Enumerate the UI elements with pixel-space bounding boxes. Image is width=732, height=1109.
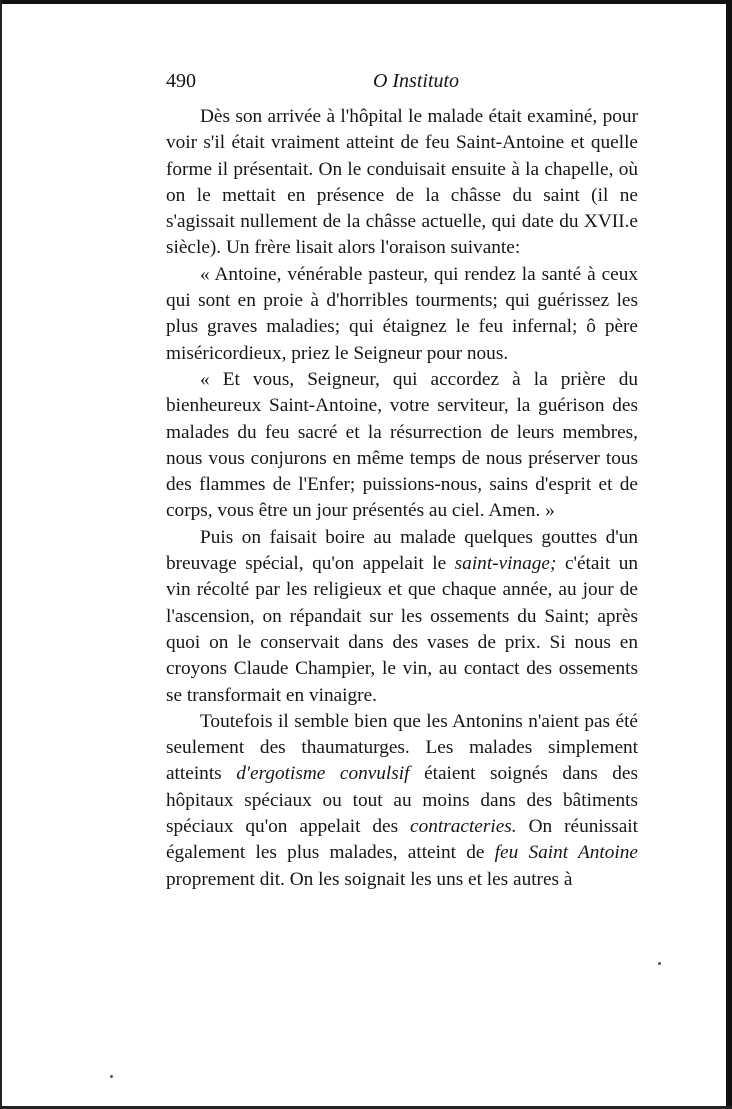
paragraph: [166, 262, 638, 367]
text-segment: Dès son arrivée à l'hôpital le malade était examiné, pour voir s'il était vraiment atteint de feu Saint-Antoine et quelle forme il présentait. On le conduisait ensuite à la chapelle, où on le mettait en présence de la châsse du saint (il ne s'agissait nullement de la châsse actuelle, qui date du XVII.e siècle). Un frère lisait alors l'oraison suivante:: [166, 106, 638, 259]
italic-term: saint-vinage;: [454, 553, 557, 575]
scan-border-left: [0, 0, 2, 1109]
scan-speck: [110, 1075, 113, 1078]
text-segment: Puis on faisait boire au malade quelques gouttes d'un breuvage spécial, qu'on appelait le: [166, 526, 638, 575]
body-text: [166, 104, 638, 893]
scan-speck: [658, 962, 661, 965]
book-page: [166, 70, 638, 893]
paragraph: [166, 104, 638, 262]
scan-border-top: [0, 0, 732, 4]
text-segment: On réunissait également les plus malades, atteint de: [166, 816, 638, 864]
paragraph: [166, 525, 638, 709]
scan-border-right: [726, 0, 732, 1109]
page-number: 490: [166, 70, 196, 92]
text-segment: c'était un vin récolté par les religieux et que chaque année, au jour de l'ascension, on répandait sur les ossements du Saint; après quoi on le conservait dans des vases de prix. Si nous en croyons Claude Champier, le vin, au contact des ossements se transformait en vinaigre.: [166, 553, 638, 706]
running-title: O Instituto: [372, 70, 460, 92]
text-segment: « Antoine, vénérable pasteur, qui rendez la santé à ceux qui sont en proie à d'horribles tourments; qui guérissez les plus graves maladies; qui étaignez le feu infernal; ô père miséricordieux, priez le Seigneur pour nous.: [166, 263, 638, 364]
text-segment: Toutefois il semble bien que les Antonins n'aient pas été seulement des thaumaturges. Les malades simplement atteints: [166, 710, 638, 785]
paragraph: [166, 709, 638, 893]
text-segment: « Et vous, Seigneur, qui accordez à la prière du bienheureux Saint-Antoine, votre serviteur, la guérison des malades du feu sacré et la résurrection de leurs membres, nous vous conjurons en même temps de nous préserver tous des flammes de l'Enfer; puissions-nous, sains d'esprit et de corps, vous être un jour présentés au ciel. Amen. »: [166, 368, 638, 522]
italic-term: d'ergotisme convulsif: [236, 763, 410, 785]
text-segment: proprement dit. On les soignait les uns et les autres à: [166, 868, 573, 890]
paragraph: [166, 367, 638, 525]
italic-term: contracteries.: [410, 816, 517, 838]
text-segment: étaient soignés dans des hôpitaux spéciaux ou tout au moins dans des bâtiments spéciaux qu'on appelait des: [166, 763, 638, 838]
page-header: [166, 70, 638, 104]
italic-term: feu Saint Antoine: [494, 842, 638, 864]
